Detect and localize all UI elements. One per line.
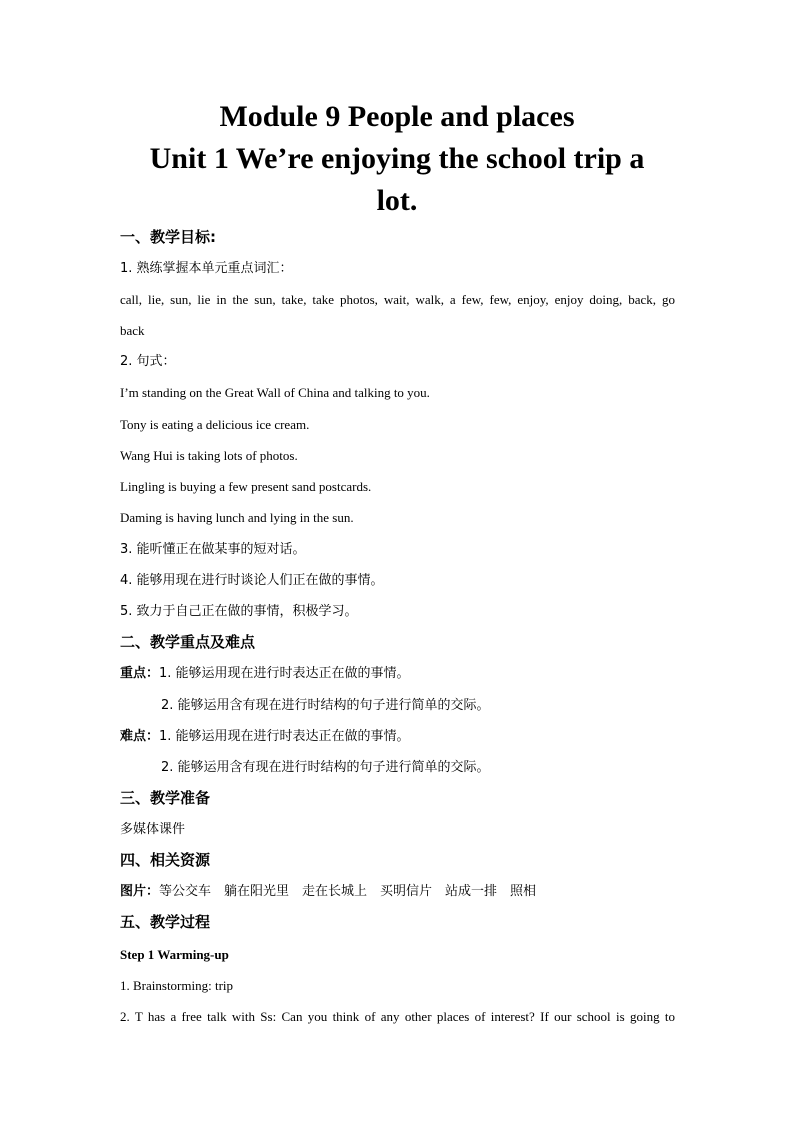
vocabulary-line-1: call, lie, sun, lie in the sun, take, take photos, wait, walk, a few, few, enjoy, enjoy doing, back, go: [120, 292, 675, 307]
vocabulary-line-2: back: [120, 323, 145, 338]
difficult-point-1: 1. 能够运用现在进行时表达正在做的事情。: [159, 729, 410, 744]
sentence-5: Daming is having lunch and lying in the sun.: [120, 510, 354, 525]
resources-row: [120, 883, 536, 901]
resources-label: 图片：: [120, 884, 160, 899]
section-3-heading: 三、教学准备: [120, 789, 211, 807]
section-4-heading: 四、相关资源: [120, 851, 211, 869]
sentence-2: Tony is eating a delicious ice cream.: [120, 417, 310, 432]
procedure-line-2: 2. T has a free talk with Ss: Can you think of any other places of interest? If our school is going to: [120, 1009, 675, 1024]
section-1-heading: 一、教学目标:: [120, 228, 216, 246]
key-point-1: 1. 能够运用现在进行时表达正在做的事情。: [159, 666, 410, 681]
section-5-heading: 五、教学过程: [120, 913, 211, 931]
objective-item-3: 3. 能听懂正在做某事的短对话。: [120, 542, 306, 557]
section-2-heading: 二、教学重点及难点: [120, 633, 256, 651]
preparation-content: 多媒体课件: [120, 822, 186, 837]
page-title-line-2: Unit 1 We’re enjoying the school trip a: [149, 142, 645, 175]
difficult-point-label: 难点：: [120, 729, 160, 744]
objective-item-5: 5. 致力于自己正在做的事情，积极学习。: [120, 604, 358, 619]
objective-item-2: 2. 句式：: [120, 354, 176, 369]
key-point-label: 重点：: [120, 666, 160, 681]
key-point-2: 2. 能够运用含有现在进行时结构的句子进行简单的交际。: [161, 698, 490, 713]
key-point-row: [120, 665, 410, 683]
page-title-line-1: Module 9 People and places: [219, 100, 575, 133]
procedure-line-1: 1. Brainstorming: trip: [120, 978, 234, 993]
difficult-point-2: 2. 能够运用含有现在进行时结构的句子进行简单的交际。: [161, 760, 490, 775]
sentence-3: Wang Hui is taking lots of photos.: [120, 448, 298, 463]
sentence-4: Lingling is buying a few present sand postcards.: [120, 479, 372, 494]
page-title-line-3: lot.: [376, 184, 418, 217]
difficult-point-row: [120, 728, 410, 746]
resources-content: 等公交车 躺在阳光里 走在长城上 买明信片 站成一排 照相: [159, 884, 537, 899]
objective-item-1: 1. 熟练掌握本单元重点词汇：: [120, 261, 293, 276]
objective-item-4: 4. 能够用现在进行时谈论人们正在做的事情。: [120, 573, 384, 588]
step-1-heading: Step 1 Warming-up: [120, 947, 229, 962]
sentence-1: I’m standing on the Great Wall of China and talking to you.: [120, 385, 430, 400]
